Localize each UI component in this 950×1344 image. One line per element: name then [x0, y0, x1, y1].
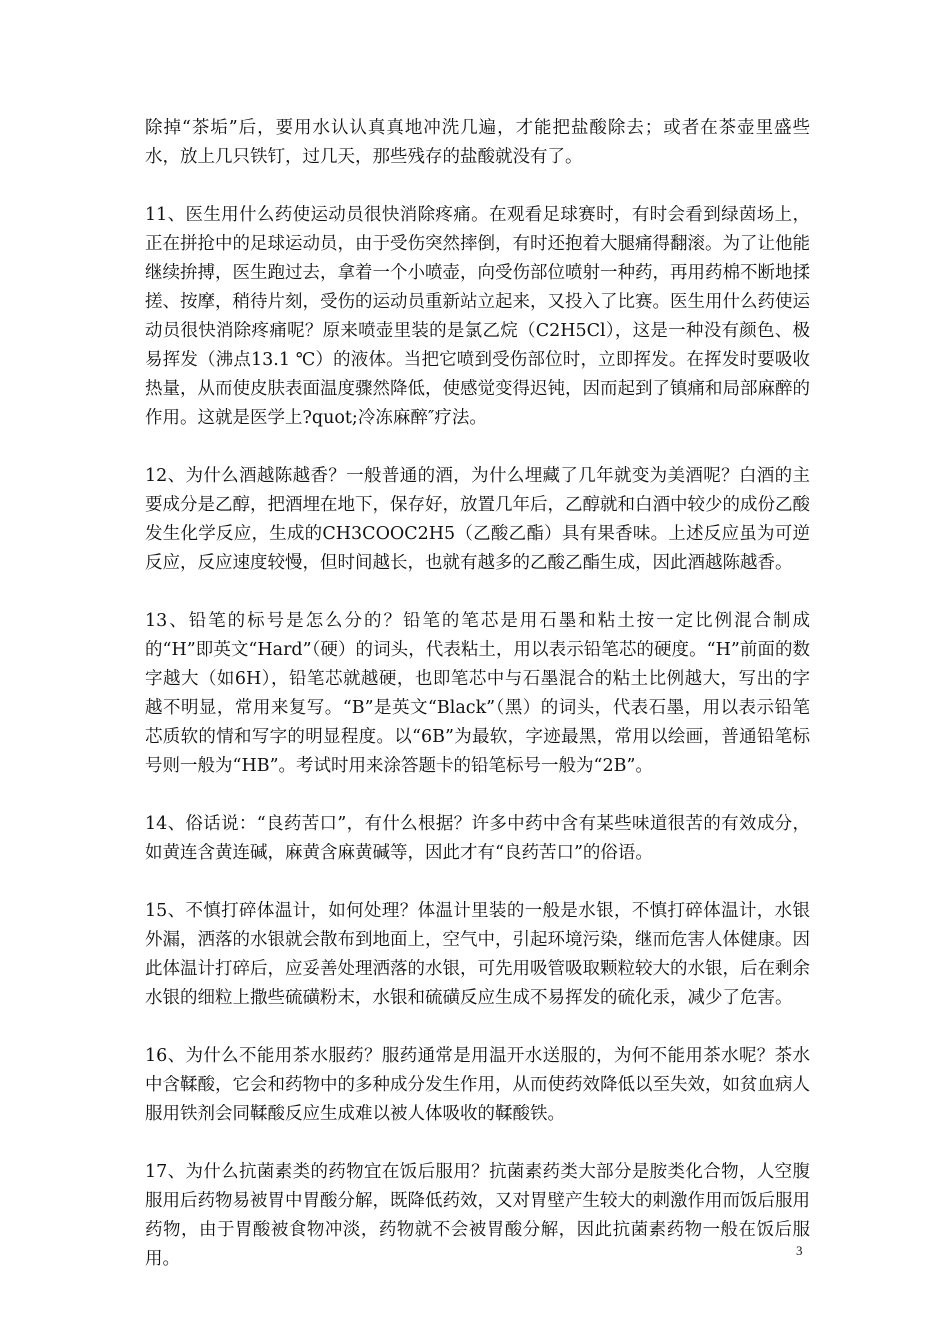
- paragraph-12-aged-wine: 12、为什么酒越陈越香？一般普通的酒，为什么埋藏了几年就变为美酒呢？白酒的主要成分是乙醇，把酒埋在地下，保存好，放置几年后，乙醇就和白酒中较少的成份乙酸发生化学反应，生成的CH3COOC2H5（乙酸乙酯）具有果香味。上述反应虽为可逆反应，反应速度较慢，但时间越长，也就有越多的乙酸乙酯生成，因此酒越陈越香。: [145, 466, 810, 573]
- paragraph-17-antibiotics-after-meals: 17、为什么抗菌素类的药物宜在饭后服用？抗菌素药类大部分是胺类化合物，人空腹服用后药物易被胃中胃酸分解，既降低药效，又对胃壁产生较大的刺激作用而饭后服用药物，由于胃酸被食物冲淡，药物就不会被胃酸分解，因此抗菌素药物一般在饭后服用。: [145, 1162, 810, 1269]
- paragraph-tea-stain-continuation: 除掉“茶垢”后，要用水认认真真地冲洗几遍，才能把盐酸除去；或者在茶壶里盛些水，放上几只铁钉，过几天，那些残存的盐酸就没有了。: [145, 118, 810, 167]
- page-number: 3: [796, 1243, 803, 1258]
- paragraph-13-pencil-grades: 13、铅笔的标号是怎么分的？铅笔的笔芯是用石墨和粘土按一定比例混合制成的“H”即英文“Hard”（硬）的词头，代表粘土，用以表示铅笔芯的硬度。“H”前面的数字越大（如6H），铅笔芯就越硬，也即笔芯中与石墨混合的粘土比例越大，写出的字越不明显，常用来复写。“B”是英文“Black”（黑）的词头，代表石墨，用以表示铅笔芯质软的情和写字的明显程度。以“6B”为最软，字迹最黑，常用以绘画，普通铅笔标号则一般为“HB”。考试时用来涂答题卡的铅笔标号一般为“2B”。: [145, 611, 810, 776]
- paragraph-16-tea-with-medicine: 16、为什么不能用茶水服药？服药通常是用温开水送服的，为何不能用茶水呢？茶水中含鞣酸，它会和药物中的多种成分发生作用，从而使药效降低以至失效，如贫血病人服用铁剂会同鞣酸反应生成难以被人体吸收的鞣酸铁。: [145, 1046, 810, 1124]
- paragraph-14-bitter-medicine: 14、俗话说：“良药苦口”，有什么根据？许多中药中含有某些味道很苦的有效成分，如黄连含黄连碱，麻黄含麻黄碱等，因此才有“良药苦口”的俗语。: [145, 814, 810, 863]
- paragraph-11-chloroethane: 11、医生用什么药使运动员很快消除疼痛。在观看足球赛时，有时会看到绿茵场上，正在拼抢中的足球运动员，由于受伤突然摔倒，有时还抱着大腿痛得翻滚。为了让他能继续拚搏，医生跑过去，拿着一个小喷壶，向受伤部位喷射一种药，再用药棉不断地揉搓、按摩，稍待片刻，受伤的运动员重新站立起来，又投入了比赛。医生用什么药使运动员很快消除疼痛呢？原来喷壶里装的是氯乙烷（C2H5Cl），这是一种没有颜色、极易挥发（沸点13.1 ℃）的液体。当把它喷到受伤部位时，立即挥发。在挥发时要吸收热量，从而使皮肤表面温度骤然降低，使感觉变得迟钝，因而起到了镇痛和局部麻醉的作用。这就是医学上?quot;冷冻麻醉″疗法。: [145, 205, 810, 428]
- document-body: [145, 114, 810, 1303]
- paragraph-15-broken-thermometer: 15、不慎打碎体温计，如何处理？体温计里装的一般是水银，不慎打碎体温计，水银外漏，洒落的水银就会散布到地面上，空气中，引起环境污染，继而危害人体健康。因此体温计打碎后，应妥善处理洒落的水银，可先用吸管吸取颗粒较大的水银，后在剩余水银的细粒上撒些硫磺粉末，水银和硫磺反应生成不易挥发的硫化汞，减少了危害。: [145, 901, 810, 1008]
